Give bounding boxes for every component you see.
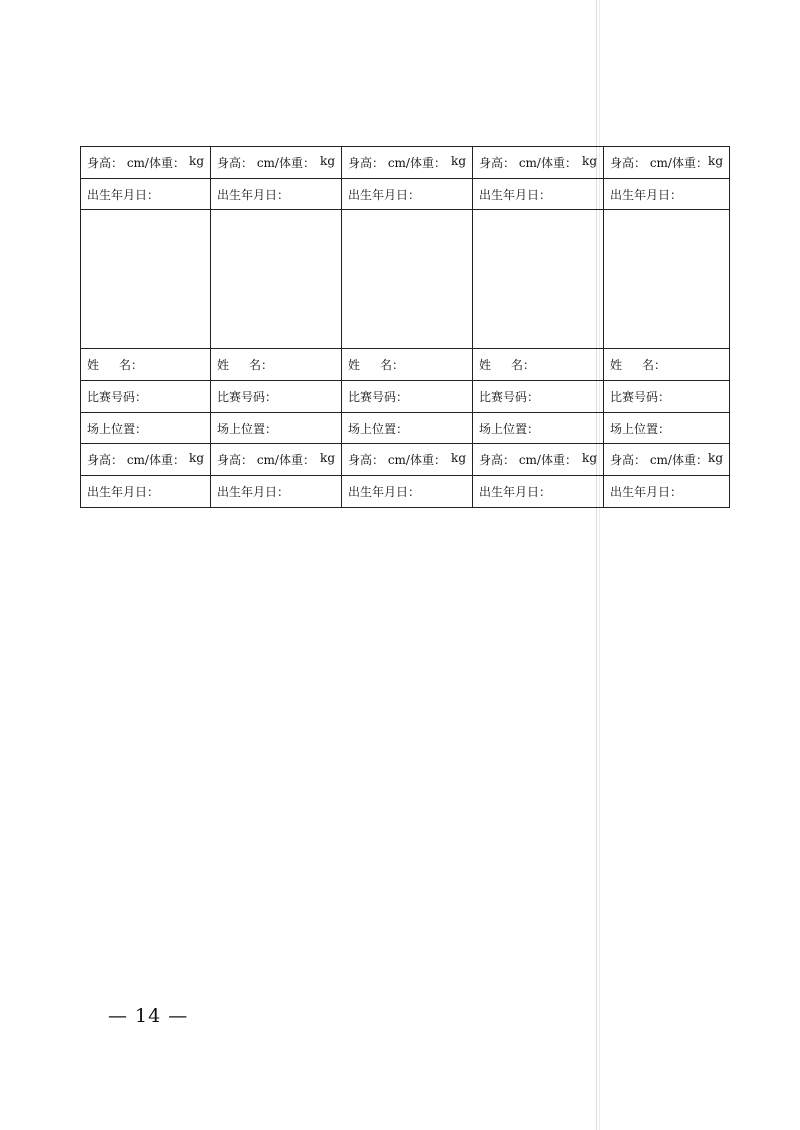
height-weight-cell (604, 147, 730, 179)
field-position-cell: 场上位置： (342, 413, 473, 444)
weight-unit: kg (582, 154, 597, 168)
height-weight-label: 身高： cm/体重： (479, 453, 577, 467)
weight-unit: kg (320, 451, 335, 465)
height-weight-label: 身高： cm/体重： (87, 156, 185, 170)
birth-date-cell: 出生年月日： (604, 179, 730, 210)
match-number-cell: 比赛号码： (473, 381, 604, 413)
match-number-cell: 比赛号码： (81, 381, 211, 413)
height-weight-cell (211, 147, 342, 179)
name-label-b: 名： (249, 358, 274, 372)
athlete-info-table (80, 146, 730, 508)
name-cell (81, 349, 211, 381)
birth-date-cell: 出生年月日： (211, 179, 342, 210)
weight-unit: kg (582, 451, 597, 465)
height-weight-label: 身高： cm/体重： (348, 453, 446, 467)
weight-unit: kg (189, 154, 204, 168)
table-row-height-weight-top (81, 147, 730, 179)
height-weight-label: 身高： cm/体重： (217, 453, 315, 467)
height-weight-cell (342, 444, 473, 476)
table-row-field-position (81, 413, 730, 444)
name-label-b: 名： (119, 358, 144, 372)
height-weight-label: 身高： cm/体重： (87, 453, 185, 467)
weight-unit: kg (451, 154, 466, 168)
birth-date-cell: 出生年月日： (81, 179, 211, 210)
birth-date-cell: 出生年月日： (342, 476, 473, 508)
weight-unit: kg (451, 451, 466, 465)
height-weight-cell (211, 444, 342, 476)
height-weight-cell (81, 147, 211, 179)
name-label-b: 名： (380, 358, 405, 372)
match-number-cell: 比赛号码： (211, 381, 342, 413)
name-label-a: 姓 (217, 358, 230, 372)
name-label-a: 姓 (348, 358, 361, 372)
birth-date-cell: 出生年月日： (81, 476, 211, 508)
height-weight-label: 身高： cm/体重： (610, 453, 708, 467)
table-row-name (81, 349, 730, 381)
name-cell (342, 349, 473, 381)
photo-box (211, 210, 342, 349)
name-label-a: 姓 (479, 358, 492, 372)
photo-box (342, 210, 473, 349)
table-row-photo (81, 210, 730, 349)
height-weight-label: 身高： cm/体重： (348, 156, 446, 170)
table-row-birth-date-bottom (81, 476, 730, 508)
photo-box (473, 210, 604, 349)
birth-date-cell: 出生年月日： (211, 476, 342, 508)
field-position-cell: 场上位置： (473, 413, 604, 444)
photo-box (604, 210, 730, 349)
birth-date-cell: 出生年月日： (473, 179, 604, 210)
weight-unit: kg (320, 154, 335, 168)
birth-date-cell: 出生年月日： (604, 476, 730, 508)
height-weight-label: 身高： cm/体重： (217, 156, 315, 170)
weight-unit: kg (708, 451, 723, 465)
photo-box (81, 210, 211, 349)
table-row-match-number (81, 381, 730, 413)
weight-unit: kg (708, 154, 723, 168)
match-number-cell: 比赛号码： (342, 381, 473, 413)
height-weight-cell (473, 444, 604, 476)
height-weight-cell (342, 147, 473, 179)
name-label-b: 名： (511, 358, 536, 372)
name-label-b: 名： (642, 358, 667, 372)
height-weight-label: 身高： cm/体重： (479, 156, 577, 170)
table-row-height-weight-bottom (81, 444, 730, 476)
field-position-cell: 场上位置： (211, 413, 342, 444)
page-number: — 14 — (108, 1005, 189, 1027)
height-weight-cell (81, 444, 211, 476)
table-row-birth-date-top (81, 179, 730, 210)
height-weight-label: 身高： cm/体重： (610, 156, 708, 170)
birth-date-cell: 出生年月日： (342, 179, 473, 210)
height-weight-cell (473, 147, 604, 179)
name-cell (473, 349, 604, 381)
name-cell (604, 349, 730, 381)
height-weight-cell (604, 444, 730, 476)
match-number-cell: 比赛号码： (604, 381, 730, 413)
weight-unit: kg (189, 451, 204, 465)
name-cell (211, 349, 342, 381)
name-label-a: 姓 (87, 358, 100, 372)
name-label-a: 姓 (610, 358, 623, 372)
field-position-cell: 场上位置： (81, 413, 211, 444)
birth-date-cell: 出生年月日： (473, 476, 604, 508)
field-position-cell: 场上位置： (604, 413, 730, 444)
